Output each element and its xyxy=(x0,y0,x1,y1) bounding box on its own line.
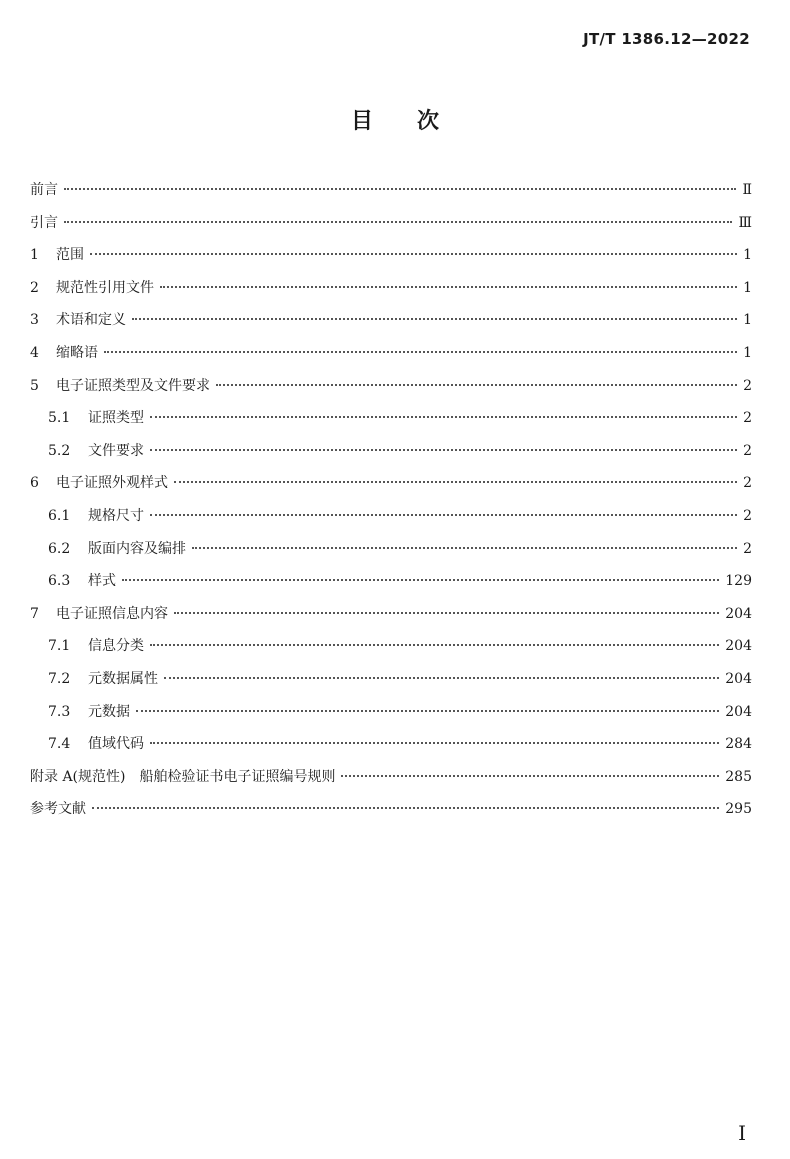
toc-entry-title: 引言 xyxy=(30,214,58,231)
toc-entry-label xyxy=(30,598,168,631)
toc-dot-leader xyxy=(150,514,737,516)
toc-entry-title: 文件要求 xyxy=(88,442,144,459)
toc-entry-number: 6.2 xyxy=(48,540,71,557)
toc-dot-leader xyxy=(136,710,719,712)
toc-entry xyxy=(30,630,752,663)
toc-entry-label xyxy=(30,272,154,305)
toc-dot-leader xyxy=(150,449,737,451)
toc-entry-page: 204 xyxy=(725,670,752,687)
toc-entry xyxy=(30,728,752,761)
toc-entry-page: 1 xyxy=(743,312,752,329)
toc-entry-page: 2 xyxy=(743,410,752,427)
toc-entry-page: 129 xyxy=(725,573,752,590)
toc-entry-number: 5.1 xyxy=(48,410,71,427)
toc-entry-number: 7.4 xyxy=(48,736,71,753)
toc-entry xyxy=(30,304,752,337)
toc-dot-leader xyxy=(192,547,737,549)
toc-entry-page: 2 xyxy=(743,507,752,524)
toc-entry-label xyxy=(30,696,130,729)
toc-entry-number: 6 xyxy=(30,475,39,492)
toc-entry xyxy=(30,207,752,240)
toc-entry-page: Ⅲ xyxy=(738,214,752,231)
toc-dot-leader xyxy=(164,677,719,679)
toc-entry-number: 3 xyxy=(30,312,39,329)
toc-entry xyxy=(30,533,752,566)
title-char-1: 目 xyxy=(350,109,373,134)
toc-entry-page: 284 xyxy=(725,736,752,753)
toc-entry-page: 1 xyxy=(743,344,752,361)
toc-entry-label xyxy=(30,467,168,500)
toc-dot-leader xyxy=(150,644,719,646)
toc-entry-label xyxy=(30,663,158,696)
toc-entry-title: 参考文献 xyxy=(30,801,86,818)
toc-entry-label xyxy=(30,630,144,663)
toc-entry-title: 电子证照信息内容 xyxy=(56,605,168,622)
toc-entry xyxy=(30,565,752,598)
toc-entry-number: 7.3 xyxy=(48,703,71,720)
page-number: I xyxy=(738,1121,746,1145)
toc-entry-number: 2 xyxy=(30,279,39,296)
toc-entry xyxy=(30,793,752,826)
toc-entry-page: 204 xyxy=(725,605,752,622)
toc-dot-leader xyxy=(174,612,719,614)
toc-entry-label xyxy=(30,728,144,761)
toc-dot-leader xyxy=(92,807,719,809)
toc-entry-title: 规范性引用文件 xyxy=(56,279,154,296)
toc-entry-label xyxy=(30,793,86,826)
toc-entry xyxy=(30,467,752,500)
toc-entry-page: 2 xyxy=(743,540,752,557)
toc-entry-page: 2 xyxy=(743,442,752,459)
toc-entry-label xyxy=(30,500,144,533)
toc-entry-title: 附录 A(规范性) 船舶检验证书电子证照编号规则 xyxy=(30,768,336,785)
toc-entry xyxy=(30,337,752,370)
toc-entry-title: 样式 xyxy=(88,573,116,590)
toc-entry-number: 7.2 xyxy=(48,670,71,687)
toc-entry-title: 值域代码 xyxy=(88,736,144,753)
toc-entry-page: 1 xyxy=(743,279,752,296)
toc-entry-title: 范围 xyxy=(56,247,84,264)
toc-entry-label xyxy=(30,533,186,566)
toc-entry xyxy=(30,239,752,272)
toc-entry-label xyxy=(30,337,98,370)
toc-dot-leader xyxy=(160,286,737,288)
toc-dot-leader xyxy=(64,221,732,223)
toc-entry-label xyxy=(30,761,335,794)
toc-entry xyxy=(30,272,752,305)
toc-entry-title: 规格尺寸 xyxy=(88,507,144,524)
toc-entry xyxy=(30,500,752,533)
toc-entry-page: 295 xyxy=(725,801,752,818)
toc-entry-label xyxy=(30,402,144,435)
toc-entry-page: 2 xyxy=(743,377,752,394)
toc-entry-title: 元数据 xyxy=(88,703,130,720)
toc-entry-number: 7 xyxy=(30,605,39,622)
toc-entry-title: 术语和定义 xyxy=(56,312,126,329)
toc-entry-number: 5.2 xyxy=(48,442,71,459)
title-char-2: 次 xyxy=(417,109,440,134)
toc-entry xyxy=(30,370,752,403)
page-title xyxy=(0,104,790,135)
toc-entry-label xyxy=(30,435,144,468)
toc-entry-label xyxy=(30,174,58,207)
toc-dot-leader xyxy=(341,775,719,777)
toc-entry-label xyxy=(30,370,210,403)
toc-entry xyxy=(30,761,752,794)
toc-entry-title: 版面内容及编排 xyxy=(88,540,186,557)
toc-dot-leader xyxy=(132,318,737,320)
toc-entry-title: 电子证照类型及文件要求 xyxy=(56,377,210,394)
toc-entry-title: 电子证照外观样式 xyxy=(56,475,168,492)
toc-entry-label xyxy=(30,565,116,598)
toc-dot-leader xyxy=(64,188,736,190)
toc-entry xyxy=(30,435,752,468)
toc-entry-number: 4 xyxy=(30,344,39,361)
toc-entry-number: 7.1 xyxy=(48,638,71,655)
toc-dot-leader xyxy=(122,579,719,581)
toc-entry-label xyxy=(30,239,84,272)
toc-entry-number: 6.1 xyxy=(48,507,71,524)
toc-entry-page: 204 xyxy=(725,703,752,720)
toc-entry-number: 5 xyxy=(30,377,39,394)
toc-entry-title: 缩略语 xyxy=(56,344,98,361)
toc-entry-label xyxy=(30,304,126,337)
toc-dot-leader xyxy=(174,481,737,483)
toc-entry-title: 前言 xyxy=(30,182,58,198)
toc-entry-page: 204 xyxy=(725,638,752,655)
toc-dot-leader xyxy=(90,253,737,255)
toc-entry-number: 1 xyxy=(30,247,39,264)
toc-dot-leader xyxy=(150,416,737,418)
toc-entry xyxy=(30,174,752,207)
toc-entry xyxy=(30,663,752,696)
toc-entry-number: 6.3 xyxy=(48,573,71,590)
toc-entry-page: Ⅱ xyxy=(742,182,752,198)
toc-dot-leader xyxy=(216,384,737,386)
toc-dot-leader xyxy=(150,742,719,744)
toc-entry-label xyxy=(30,207,58,240)
toc-entry xyxy=(30,696,752,729)
toc-entry-title: 证照类型 xyxy=(88,410,144,427)
toc-dot-leader xyxy=(104,351,737,353)
toc-entry-page: 1 xyxy=(743,247,752,264)
standard-code: JT/T 1386.12—2022 xyxy=(583,30,750,48)
toc-entry-title: 信息分类 xyxy=(88,638,144,655)
toc-entry-page: 285 xyxy=(725,768,752,785)
toc-entry xyxy=(30,598,752,631)
toc-entry xyxy=(30,402,752,435)
toc-entry-page: 2 xyxy=(743,475,752,492)
table-of-contents xyxy=(30,174,752,826)
toc-entry-title: 元数据属性 xyxy=(88,670,158,687)
